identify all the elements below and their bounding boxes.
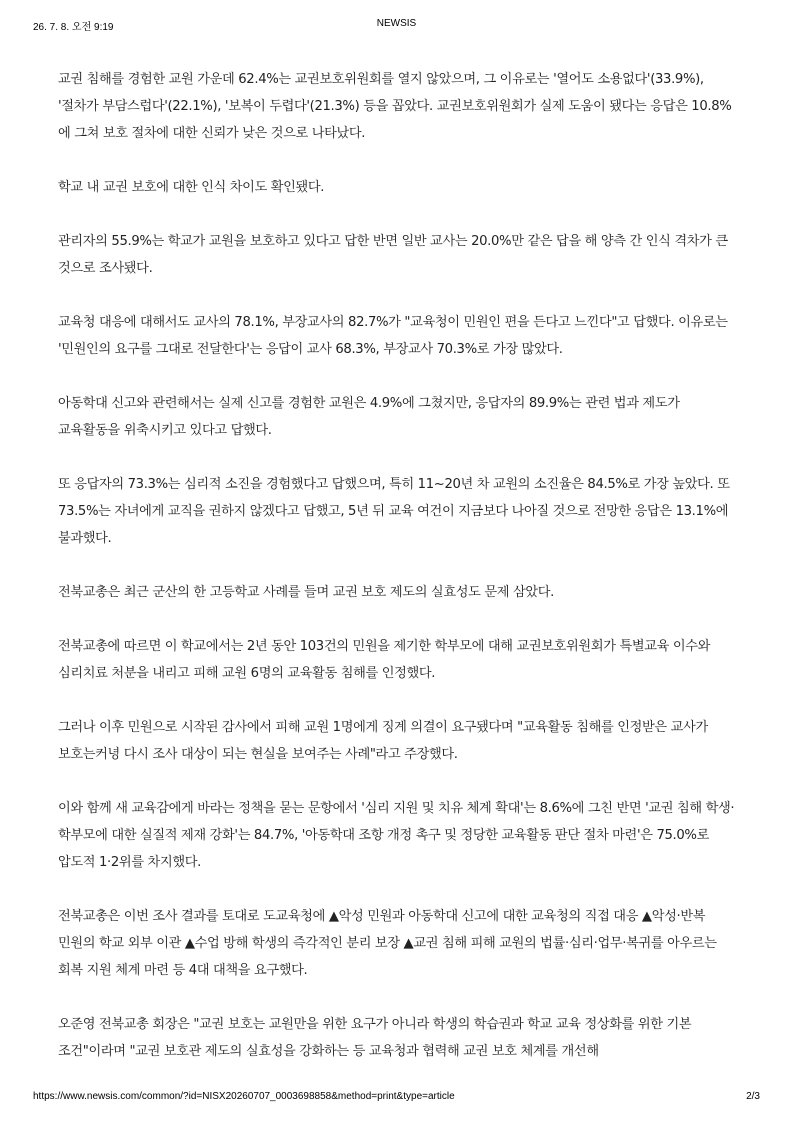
paragraph: 오준영 전북교총 회장은 "교권 보호는 교원만을 위한 요구가 아니라 학생의 학습권과 학교 교육 정상화를 위한 기본 조건"이라며 "교권 보호관 제도의 실효성을 강화하는 등 교육청과 협력해 교권 보호 체계를 개선해 — [58, 1017, 692, 1059]
paragraph: 전북교총에 따르면 이 학교에서는 2년 동안 103건의 민원을 제기한 학부모에 대해 교권보호위원회가 특별교육 이수와 심리치료 처분을 내리고 피해 교원 6명의 교육활동 침해를 인정했다. — [58, 639, 711, 681]
paragraph: 관리자의 55.9%는 학교가 교원을 보호하고 있다고 답한 반면 일반 교사는 20.0%만 같은 답을 해 양측 간 인식 격차가 큰 것으로 조사됐다. — [58, 234, 728, 276]
paragraph: 그러나 이후 민원으로 시작된 감사에서 피해 교원 1명에게 징계 의결이 요구됐다며 "교육활동 침해를 인정받은 교사가 보호는커녕 다시 조사 대상이 되는 현실을 보여주는 사례"라고 주장했다. — [58, 720, 708, 762]
paragraph: 학교 내 교권 보호에 대한 인식 차이도 확인됐다. — [58, 180, 325, 195]
article-url: https://www.newsis.com/common/?id=NISX20260707_0003698858&method=print&type=article — [33, 1091, 455, 1102]
print-datetime: 26. 7. 8. 오전 9:19 — [33, 22, 114, 33]
article-body — [58, 66, 741, 1065]
paragraph: 교육청 대응에 대해서도 교사의 78.1%, 부장교사의 82.7%가 "교육청이 민원인 편을 든다고 느낀다"고 답했다. 이유로는 '민원인의 요구를 그대로 전달한다'는 응답이 교사 68.3%, 부장교사 70.3%로 가장 많았다. — [58, 315, 728, 357]
paragraph: 아동학대 신고와 관련해서는 실제 신고를 경험한 교원은 4.9%에 그쳤지만, 응답자의 89.9%는 관련 법과 제도가 교육활동을 위축시키고 있다고 답했다. — [58, 396, 680, 438]
site-name: NEWSIS — [376, 18, 417, 29]
paragraph: 또 응답자의 73.3%는 심리적 소진을 경험했다고 답했으며, 특히 11~20년 차 교원의 소진율은 84.5%로 가장 높았다. 또 73.5%는 자녀에게 교직을 권하지 않겠다고 답했고, 5년 뒤 교육 여건이 지금보다 나아질 것으로 전망한 응답은 13.1%에 불과했다. — [58, 477, 730, 546]
paragraph: 전북교총은 최근 군산의 한 고등학교 사례를 들며 교권 보호 제도의 실효성도 문제 삼았다. — [58, 585, 554, 600]
paragraph: 이와 함께 새 교육감에게 바라는 정책을 묻는 문항에서 '심리 지원 및 치유 체계 확대'는 8.6%에 그친 반면 '교권 침해 학생·학부모에 대한 실질적 제재 강화'는 84.7%, '아동학대 조항 개정 촉구 및 정당한 교육활동 판단 절차 마련'은 75.0%로 압도적 1·2위를 차지했다. — [58, 801, 735, 870]
print-footer — [33, 1091, 760, 1107]
paragraph: 전북교총은 이번 조사 결과를 토대로 도교육청에 ▲악성 민원과 아동학대 신고에 대한 교육청의 직접 대응 ▲악성·반복 민원의 학교 외부 이관 ▲수업 방해 학생의 즉각적인 분리 보장 ▲교권 침해 피해 교원의 법률·심리·업무·복귀를 아우르는 회복 지원 체계 마련 등 4대 대책을 요구했다. — [58, 909, 717, 978]
paragraph: 교권 침해를 경험한 교원 가운데 62.4%는 교권보호위원회를 열지 않았으며, 그 이유로는 '열어도 소용없다'(33.9%), '절차가 부담스럽다'(22.1%), '보복이 두렵다'(21.3%) 등을 꼽았다. 교권보호위원회가 실제 도움이 됐다는 응답은 10.8%에 그쳐 보호 절차에 대한 신뢰가 낮은 것으로 나타났다. — [58, 72, 732, 141]
page-number: 2/3 — [746, 1091, 760, 1102]
print-header — [33, 18, 760, 34]
